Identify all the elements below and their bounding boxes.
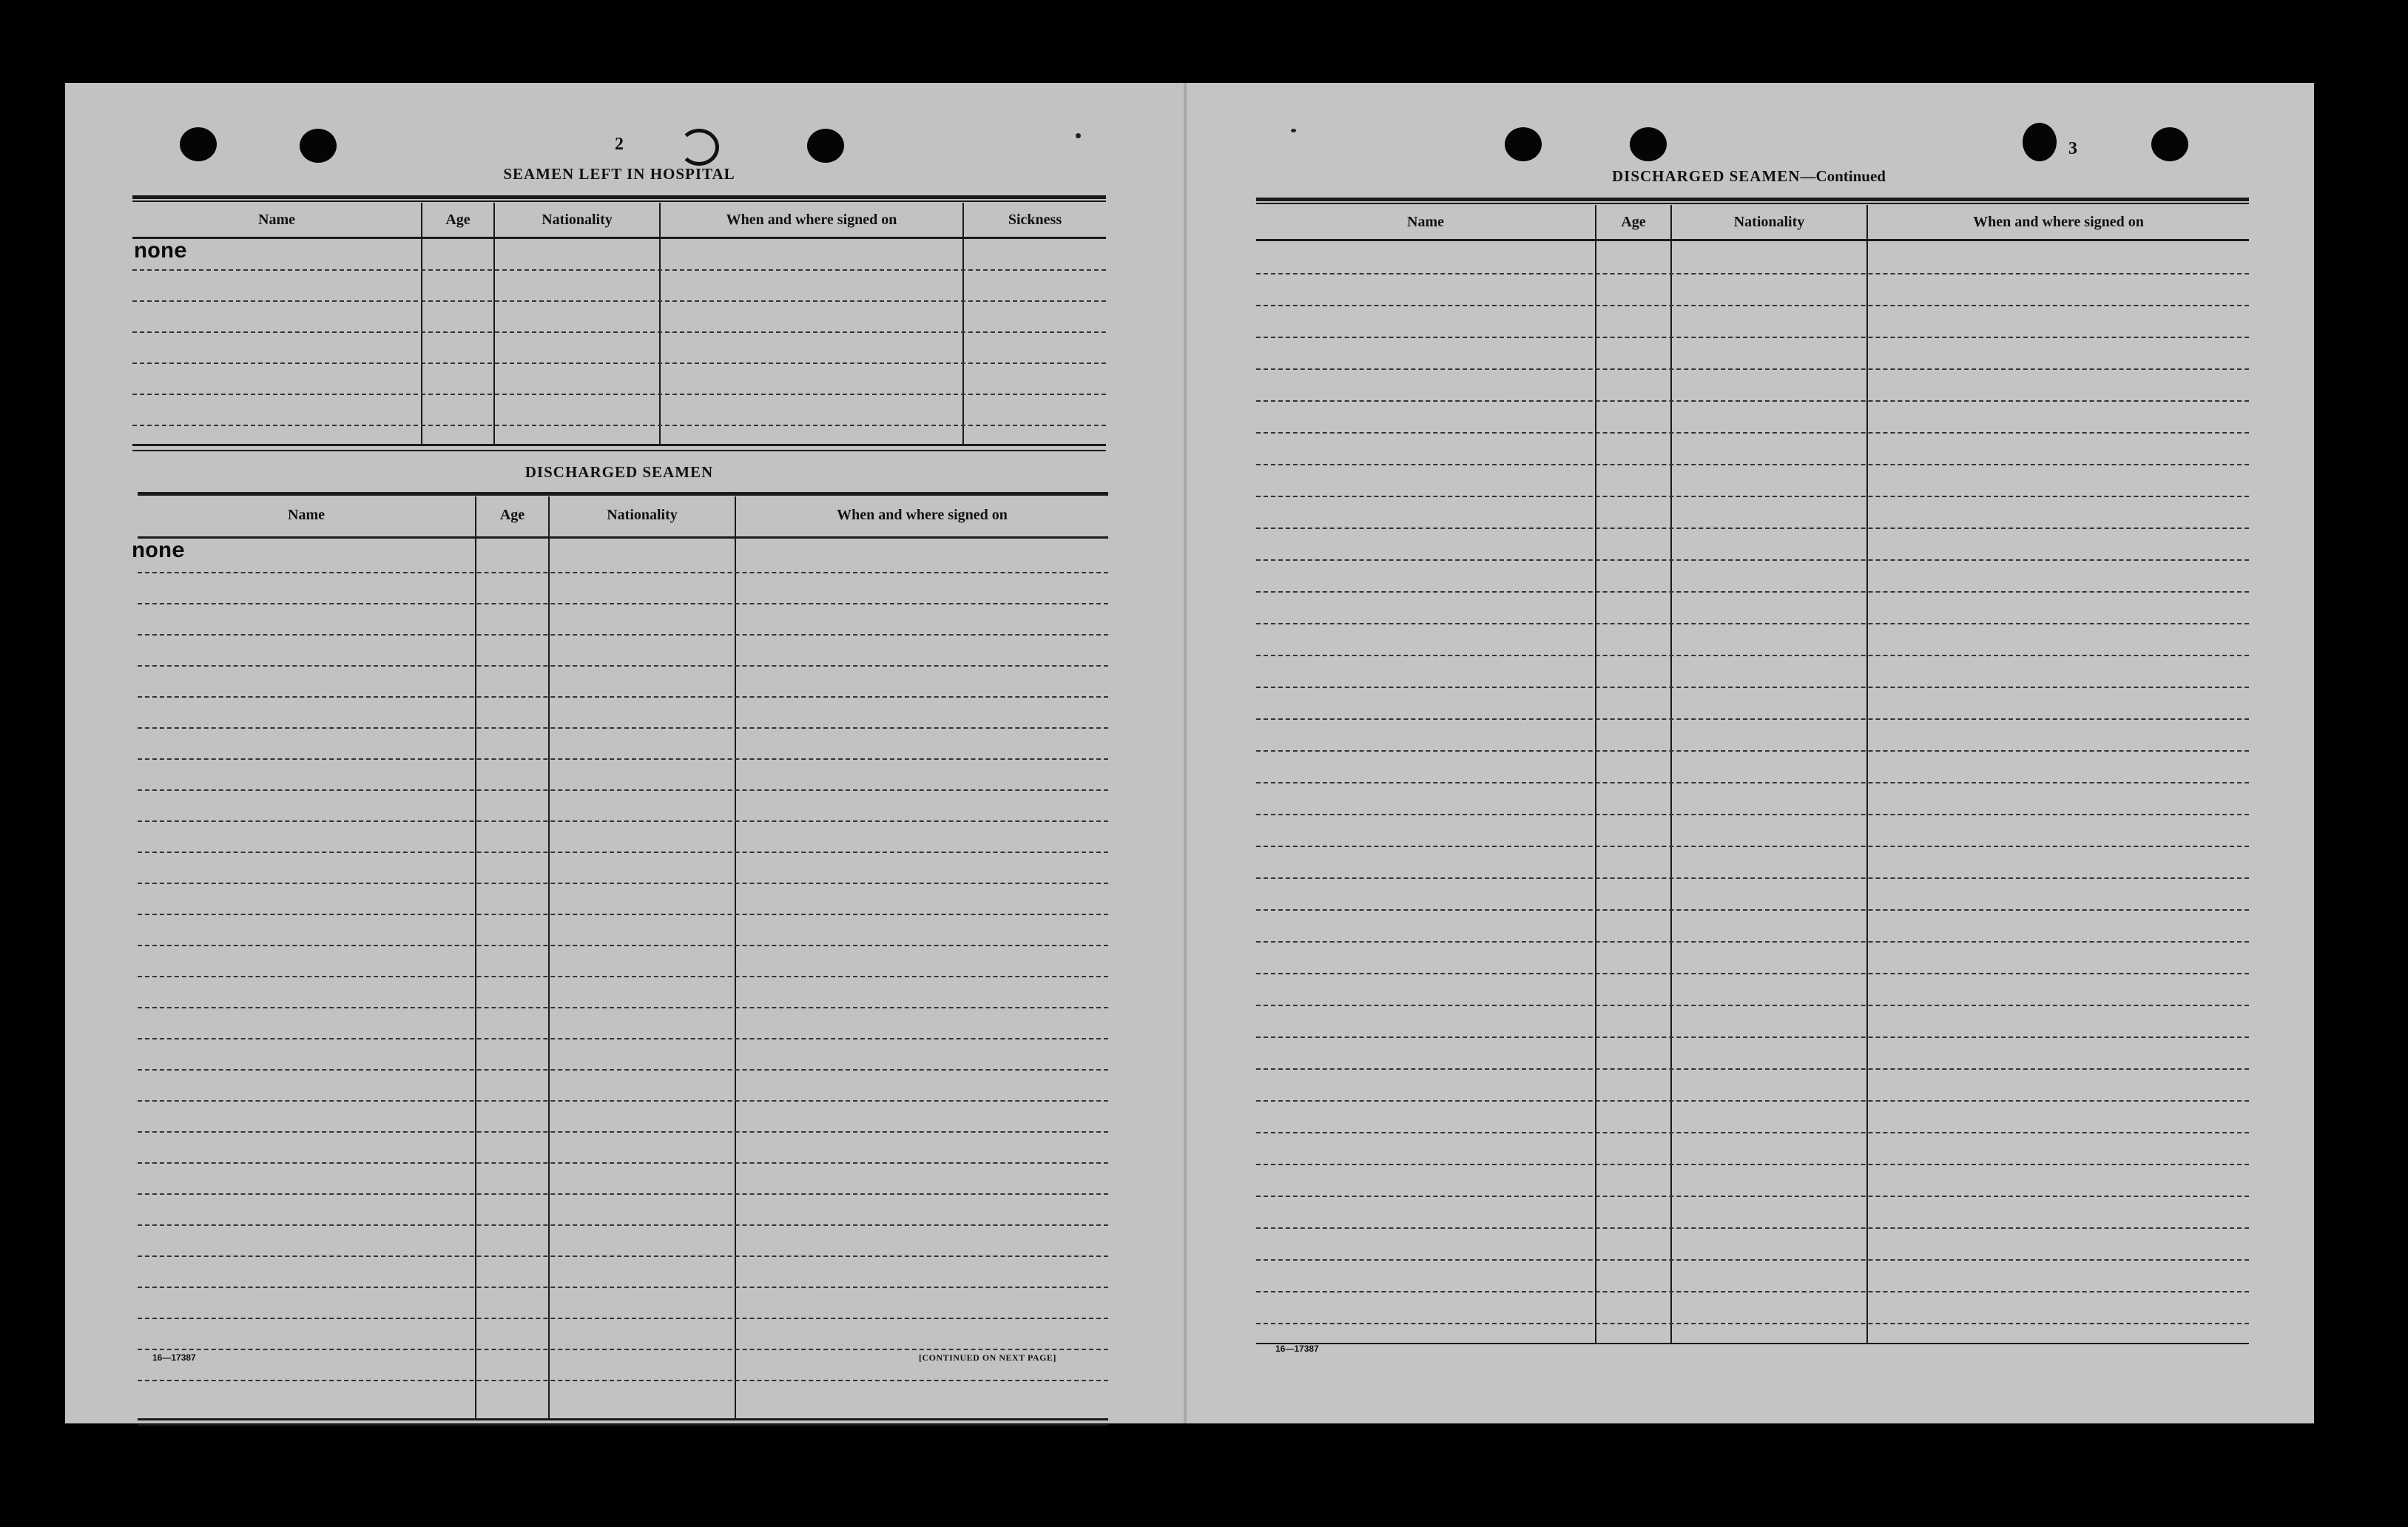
speck bbox=[1076, 133, 1081, 138]
hospital-entry: none bbox=[134, 240, 188, 265]
col-nationality: Nationality bbox=[607, 507, 678, 523]
discharged-continued-table bbox=[1256, 198, 2249, 1426]
page-number: 2 bbox=[615, 135, 624, 154]
speck bbox=[1291, 129, 1296, 132]
punch-hole bbox=[300, 129, 337, 163]
col-age: Age bbox=[499, 507, 525, 523]
form-code: 16—17387 bbox=[152, 1352, 196, 1363]
col-sickness: Sickness bbox=[1008, 212, 1062, 228]
discharged-entry: none bbox=[132, 539, 186, 564]
col-signed-on: When and where signed on bbox=[837, 507, 1008, 523]
right-page bbox=[1187, 83, 2314, 1423]
col-name: Name bbox=[1407, 214, 1444, 230]
punch-hole-partial bbox=[679, 129, 719, 166]
discharged-continued-title bbox=[1497, 167, 2000, 186]
col-name: Name bbox=[288, 507, 325, 523]
discharged-table bbox=[132, 492, 1108, 1432]
section-title-suffix: —Continued bbox=[1800, 167, 1886, 185]
col-name: Name bbox=[258, 212, 295, 228]
col-signed-on: When and where signed on bbox=[726, 212, 897, 228]
continued-note: [CONTINUED ON NEXT PAGE] bbox=[919, 1352, 1056, 1363]
discharged-section-title: DISCHARGED SEAMEN bbox=[525, 463, 714, 481]
col-age: Age bbox=[1621, 214, 1646, 230]
col-signed-on: When and where signed on bbox=[1973, 214, 2144, 230]
page-number: 3 bbox=[2068, 139, 2077, 158]
col-nationality: Nationality bbox=[1733, 214, 1805, 230]
punch-hole bbox=[1630, 127, 1667, 161]
hospital-section-title: SEAMEN LEFT IN HOSPITAL bbox=[503, 165, 735, 183]
punch-hole bbox=[1505, 127, 1542, 161]
section-title-main: DISCHARGED SEAMEN bbox=[1612, 167, 1801, 185]
punch-hole bbox=[807, 129, 844, 163]
punch-hole bbox=[2151, 127, 2188, 161]
left-page bbox=[65, 83, 1187, 1423]
col-age: Age bbox=[445, 212, 471, 228]
form-code: 16—17387 bbox=[1275, 1344, 1319, 1354]
col-nationality: Nationality bbox=[542, 212, 613, 228]
punch-hole bbox=[180, 127, 217, 161]
